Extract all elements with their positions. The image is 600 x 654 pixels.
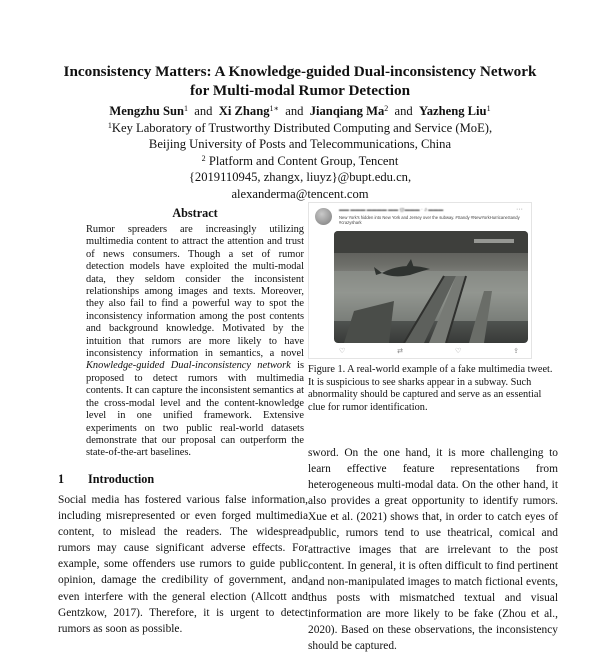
paper-title — [40, 62, 560, 100]
figure-1-tweet — [308, 202, 532, 359]
reply-icon: ♡ — [339, 348, 346, 355]
share-icon: ⇪ — [513, 348, 519, 355]
abstract-body: Rumor spreaders are increasingly utilizing multimedia content to attract the attention and trust of news consumers. Though a set of rumor detection models have exploited the multi-modal data, they seldom consider the inconsistent relationships among images and texts. Moreover, they also fail to find a powerful way to spot the inconsistency information among the post contents and background knowledge. Motivated by the intuition that rumors are more likely to have inconsistency information in semantics, a novel Knowledge-guided Dual-inconsistency network is proposed to detect rumors with multimedia contents. It can capture the inconsistent semantics at the cross-modal level and the content-knowledge level in one unified framework. Extensive experiments on two public real-world datasets demonstrate that our proposal can outperform the state-of-the-art baselines. — [86, 224, 305, 459]
author-2: Xi Zhang — [218, 104, 270, 118]
more-icon: ··· — [516, 206, 523, 213]
author-1: Mengzhu Sun — [109, 104, 184, 118]
tweet-avatar — [315, 208, 332, 225]
column-2-text: sword. On the one hand, it is more challenging to learn effective feature representations from heterogeneous multi-modal data. On the other hand, it also provides a great opportunity to identify rumors. Xue et al. (2021) shows that, in order to catch eyes of public, rumors tend to use theatrical, comical and attractive images that are irrelevant to the post content. In general, it is often difficult to find pertinent and non-manipulated images to match fictional events, thus posts with mismatched textual and visual information are more likely to be fake (Zhou et al., 2020). Based on these observations, the inconsistency should be captured. — [308, 447, 558, 653]
tweet-image-shark-subway — [334, 231, 528, 343]
section-heading-introduction: 1 Introduction — [58, 472, 155, 486]
retweet-icon: ⇄ — [397, 348, 404, 355]
title-line-2: for Multi-modal Rumor Detection — [189, 82, 411, 99]
tweet-text: New York's hidden into New York and Jersey over the subway. #Sandy #NewYorkHurricaneSandy #crazyshark — [339, 215, 520, 226]
abstract-italic: Knowledge-guided Dual-inconsistency network — [86, 360, 291, 372]
author-names: Mengzhu Sun$^1$ and Xi Zhang$^{1∗}$ and Jianqiang Ma$^2$ and Yazheng Liu$^1$ — [109, 104, 491, 118]
abstract-heading: Abstract — [172, 206, 218, 220]
introduction-text: Social media has fostered various false information, including misrepresented or even forged multimedia content, to mislead the readers. The widespread rumors may cause significant adverse effects. For example, some offenders use rumors to guide public opinion, damage the credibility of government, and even interfere with the general election (Allcott and Gentzkow, 2017). Therefore, it is urgent to detect rumors as soon as possible. — [58, 494, 308, 635]
figure-1-caption: Figure 1. A real-world example of a fake multimedia tweet. It is suspicious to see sharks appear in a subway. Such abnormality should be captured and serve as an essential clue for rumor identification. — [308, 364, 553, 413]
email-line-2: alexanderma@tencent.com — [231, 186, 369, 201]
author-block — [40, 103, 560, 202]
affiliation-2: $^2$ Platform and Content Group, Tencent — [201, 153, 399, 168]
like-icon: ♡ — [454, 348, 462, 355]
author-3: Jianqiang Ma — [309, 104, 385, 118]
email-line-1: {2019110945, zhangx, liuyz}@bupt.edu.cn, — [188, 170, 412, 184]
tweet-actions — [339, 347, 519, 355]
author-4: Yazheng Liu — [419, 104, 487, 118]
title-line-1: Inconsistency Matters: A Knowledge-guided Dual-inconsistency Network — [63, 63, 537, 80]
affiliation-1: $^1$Key Laboratory of Trustworthy Distributed Computing and Service (MoE), — [107, 120, 493, 135]
tweet-user-name: ▬▬ ▬▬▬ ▬▬▬▬ ▬▬ @▬▬▬ · 3 ▬▬▬ — [339, 208, 444, 213]
affiliation-1b: Beijing University of Posts and Telecommunications, China — [148, 137, 452, 151]
